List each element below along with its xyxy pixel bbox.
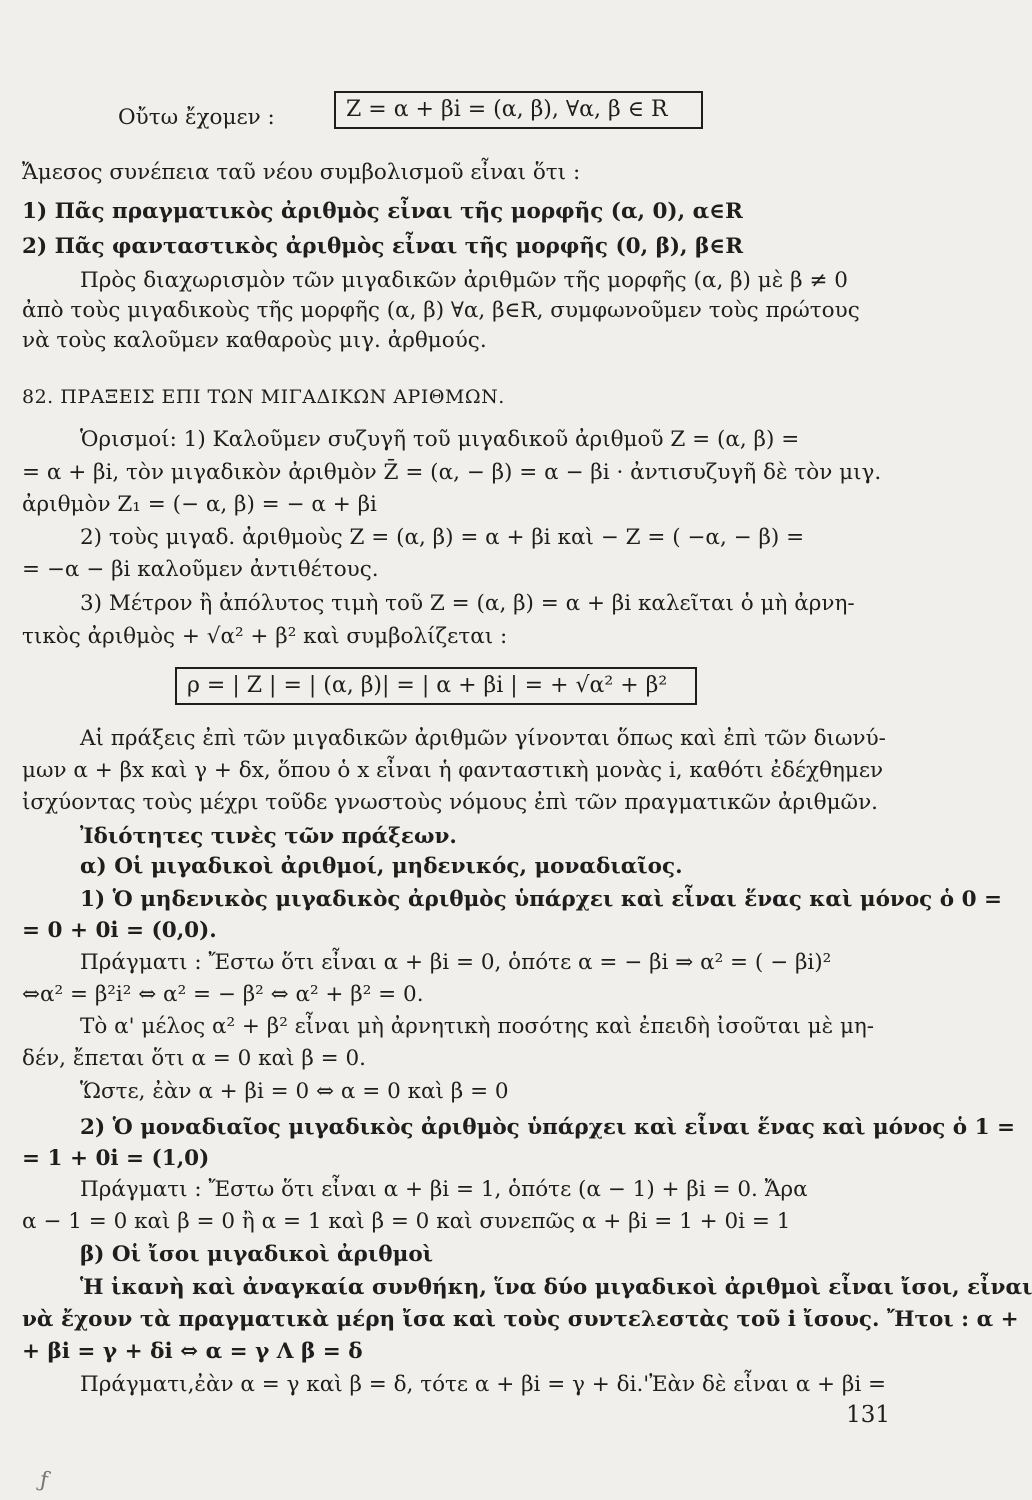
text-line-12: = −α − βi καλοῦμεν ἀντιθέτους. bbox=[22, 557, 379, 582]
text-line-33: νὰ ἔχουν τὰ πραγματικὰ μέρη ἴσα καὶ τοὺς συντελεστὰς τοῦ i ἴσους. Ἤτοι : α + bbox=[22, 1307, 1019, 1332]
modulus-formula-box: ρ = | Z | = | (α, β)| = | α + βi | = + √α² + β² bbox=[175, 667, 697, 705]
text-line-34: + βi = γ + δi ⇔ α = γ Λ β = δ bbox=[22, 1339, 363, 1364]
text-line-20: 1) Ὁ μηδενικὸς μιγαδικὸς ἀριθμὸς ὑπάρχει καὶ εἶναι ἕνας καὶ μόνος ὁ 0 = bbox=[80, 887, 1003, 912]
text-line-27: 2) Ὁ μοναδιαῖος μιγαδικὸς ἀριθμὸς ὑπάρχει καὶ εἶναι ἕνας καὶ μόνος ὁ 1 = bbox=[80, 1115, 1016, 1140]
text-line-17: ἰσχύοντας τοὺς μέχρι τοῦδε γνωστοὺς νόμους ἐπὶ τῶν πραγματικῶν ἀριθμῶν. bbox=[22, 790, 878, 815]
section-heading: 82. ΠΡΑΞΕΙΣ ΕΠΙ ΤΩΝ ΜΙΓΑΔΙΚΩΝ ΑΡΙΘΜΩΝ. bbox=[22, 386, 505, 408]
text-line-10: ἀριθμὸν Z₁ = (− α, β) = − α + βi bbox=[22, 492, 377, 517]
text-line-21: = 0 + 0i = (0,0). bbox=[22, 918, 217, 943]
text-line-16: μων α + βx καὶ γ + δx, ὅπου ὁ x εἶναι ἡ φανταστικὴ μονὰς i, καθότι ἐδέχθημεν bbox=[22, 758, 884, 783]
page-number: 131 bbox=[846, 1402, 890, 1428]
definition-formula-box: Z = α + βi = (α, β), ∀α, β ∈ R bbox=[334, 91, 703, 129]
text-line-31: β) Οἱ ἴσοι μιγαδικοὶ ἀριθμοὶ bbox=[80, 1242, 434, 1267]
text-line-35: Πράγματι,ἐὰν α = γ καὶ β = δ, τότε α + βi = γ + δi.'Ἐὰν δὲ εἶναι α + βi = bbox=[80, 1372, 887, 1397]
text-line-25: δέν, ἔπεται ὅτι α = 0 καὶ β = 0. bbox=[22, 1046, 366, 1071]
text-line-24: Τὸ α' μέλος α² + β² εἶναι μὴ ἀρνητικὴ ποσότης καὶ ἐπειδὴ ἰσοῦται μὲ μη- bbox=[80, 1014, 875, 1039]
text-line-15: Αἱ πράξεις ἐπὶ τῶν μιγαδικῶν ἀριθμῶν γίνονται ὅπως καὶ ἐπὶ τῶν διωνύ- bbox=[80, 726, 886, 751]
text-line-22: Πράγματι : Ἔστω ὅτι εἶναι α + βi = 0, ὁπότε α = − βi ⇒ α² = ( − βi)² bbox=[80, 950, 832, 975]
text-line-9: = α + βi, τὸν μιγαδικὸν ἀριθμὸν Z̄ = (α, − β) = α − βi · ἀντισυζυγῆ δὲ τὸν μιγ. bbox=[22, 460, 882, 485]
text-line-19: α) Οἱ μιγαδικοὶ ἀριθμοί, μηδενικός, μοναδιαῖος. bbox=[80, 854, 683, 879]
text-line-14: τικὸς ἀριθμὸς + √α² + β² καὶ συμβολίζεται : bbox=[22, 624, 508, 649]
text-line-4: Πρὸς διαχωρισμὸν τῶν μιγαδικῶν ἀριθμῶν τῆς μορφῆς (α, β) μὲ β ≠ 0 bbox=[80, 268, 848, 293]
text-line-1: Ἄμεσος συνέπεια ταῦ νέου συμβολισμοῦ εἶναι ὅτι : bbox=[22, 160, 581, 185]
text-line-28: = 1 + 0i = (1,0) bbox=[22, 1146, 210, 1171]
text-line-29: Πράγματι : Ἔστω ὅτι εἶναι α + βi = 1, ὁπότε (α − 1) + βi = 0. Ἄρα bbox=[80, 1177, 808, 1202]
intro-label: Οὔτω ἔχομεν : bbox=[118, 105, 275, 130]
text-line-32: Ἡ ἱκανὴ καὶ ἀναγκαία συνθήκη, ἵνα δύο μιγαδικοὶ ἀριθμοὶ εἶναι ἴσοι, εἶναι bbox=[80, 1275, 1032, 1300]
text-line-11: 2) τοὺς μιγαδ. ἀριθμοὺς Z = (α, β) = α + βi καὶ − Z = ( −α, − β) = bbox=[80, 525, 805, 550]
text-line-6: νὰ τοὺς καλοῦμεν καθαροὺς μιγ. ἀρθμούς. bbox=[22, 328, 487, 353]
text-line-8: Ὁρισμοί: 1) Καλοῦμεν συζυγῆ τοῦ μιγαδικοῦ ἀριθμοῦ Z = (α, β) = bbox=[80, 427, 800, 452]
text-line-13: 3) Μέτρον ἢ ἀπόλυτος τιμὴ τοῦ Z = (α, β) = α + βi καλεῖται ὁ μὴ ἀρνη- bbox=[80, 591, 855, 616]
text-line-23: ⇔α² = β²i² ⇔ α² = − β² ⇔ α² + β² = 0. bbox=[22, 982, 424, 1007]
text-line-26: Ὥστε, ἐὰν α + βi = 0 ⇔ α = 0 καὶ β = 0 bbox=[80, 1079, 509, 1104]
text-line-2: 1) Πᾶς πραγματικὸς ἀριθμὸς εἶναι τῆς μορφῆς (α, 0), α∈R bbox=[22, 199, 743, 224]
text-line-5: ἀπὸ τοὺς μιγαδικοὺς τῆς μορφῆς (α, β) ∀α, β∈R, συμφωνοῦμεν τοὺς πρώτους bbox=[22, 298, 860, 323]
text-line-3: 2) Πᾶς φανταστικὸς ἀριθμὸς εἶναι τῆς μορφῆς (0, β), β∈R bbox=[22, 234, 744, 259]
margin-mark: ƒ bbox=[37, 1467, 51, 1494]
text-line-30: α − 1 = 0 καὶ β = 0 ἢ α = 1 καὶ β = 0 καὶ συνεπῶς α + βi = 1 + 0i = 1 bbox=[22, 1209, 791, 1234]
text-line-18: Ἰδιότητες τινὲς τῶν πράξεων. bbox=[80, 824, 457, 849]
